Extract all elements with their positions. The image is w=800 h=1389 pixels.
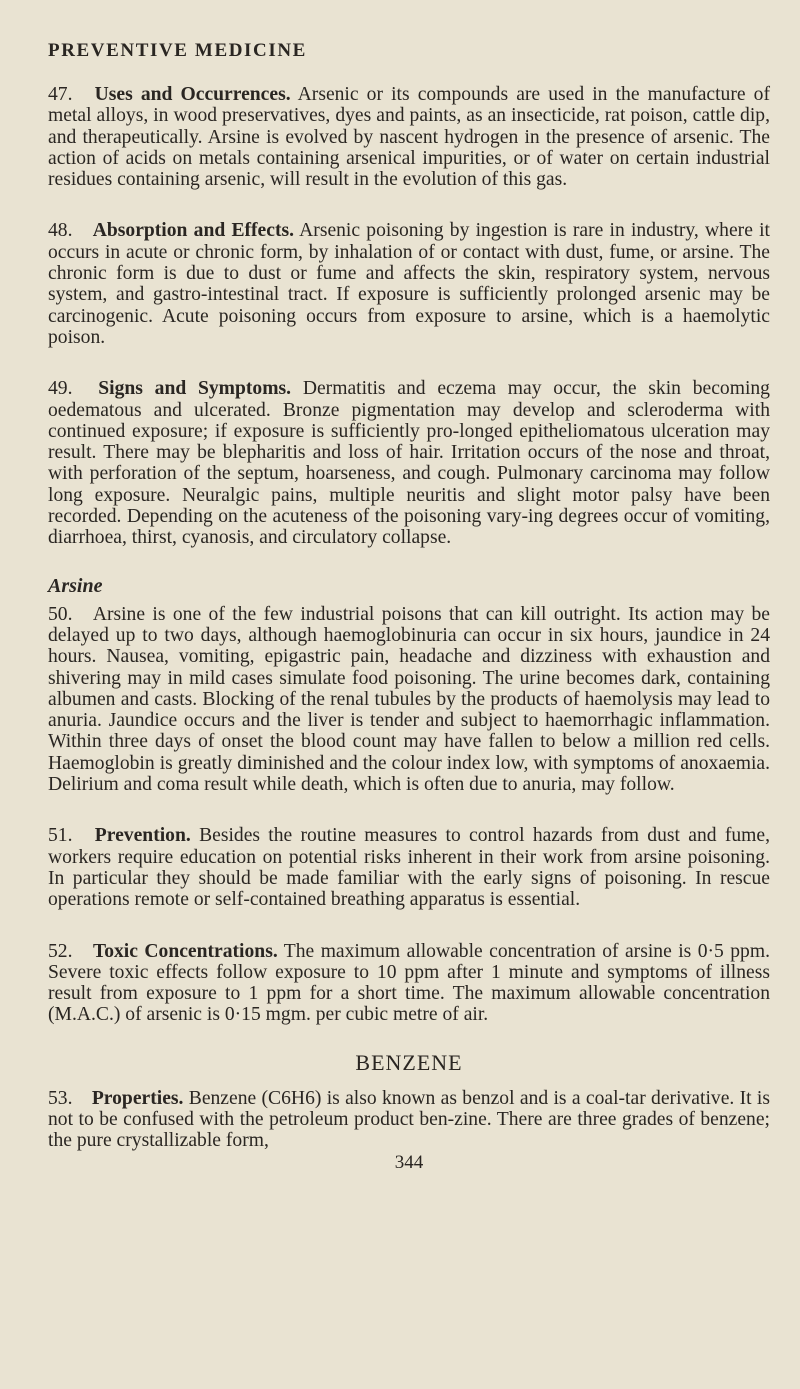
running-head: PREVENTIVE MEDICINE: [48, 40, 307, 61]
paragraph-text: Besides the routine measures to control hazards from dust and fume, workers require education on potential risks inherent in their work from arsine poisoning. In particular they should be made familiar with the early signs of poisoning. In rescue operations remote or self-contained breathing apparatus is essential.: [48, 825, 770, 911]
paragraph-50: [48, 604, 770, 796]
paragraph-heading: Toxic Concentrations.: [92, 940, 278, 962]
paragraph-number: 49.: [48, 378, 73, 400]
page-number: 344: [394, 1151, 424, 1173]
paragraph-heading: Prevention.: [94, 825, 191, 847]
page: [48, 40, 770, 1174]
paragraph-53: [48, 1088, 770, 1152]
paragraph-text: Arsenic poisoning by ingestion is rare in industry, where it occurs in acute or chronic form, by inhalation of or contact with dust, fume, or arsine. The chronic form is due to dust or fume and affects the skin, respiratory system, nervous system, and gastro-intestinal tract. If exposure is sufficiently prolonged arsenic may be carcinogenic. Acute poisoning occurs from exposure to arsine, which is a haemolytic poison.: [48, 220, 770, 348]
paragraph-number: 52.: [48, 940, 73, 962]
paragraph-heading: Absorption and Effects.: [92, 220, 295, 242]
paragraph-text: Arsenic or its compounds are used in the manufacture of metal alloys, in wood preservatives, dyes and paints, as an insecticide, rat poison, cattle dip, and therapeutically. Arsine is evolved by nascent hydrogen in the presence of arsenic. The action of acids on metals containing arsenical impurities, or of water on certain industrial residues containing arsenic, will result in the evolution of this gas.: [48, 84, 770, 191]
paragraph-51: [48, 825, 770, 910]
paragraph-text: Dermatitis and eczema may occur, the skin becoming oedematous and ulcerated. Bronze pigmentation may develop and scleroderma with continued exposure; if exposure is sufficiently pro-longed epitheliomatous ulceration may result. There may be blepharitis and loss of hair. Irritation occurs of the nose and throat, with perforation of the septum, hoarseness, and cough. Pulmonary carcinoma may follow long exposure. Neuralgic pains, multiple neuritis and slight motor palsy have been recorded. Depending on the acuteness of the poisoning vary-ing degrees occur of vomiting, diarrhoea, thirst, cyanosis, and circulatory collapse.: [48, 378, 770, 549]
section-title-benzene: BENZENE: [355, 1049, 463, 1075]
paragraph-52: [48, 941, 770, 1026]
paragraph-heading: Properties.: [91, 1087, 184, 1109]
paragraph-number: 51.: [48, 825, 73, 847]
paragraph-49: [48, 378, 770, 548]
paragraph-heading: Signs and Symptoms.: [98, 378, 292, 400]
paragraph-48: [48, 220, 770, 348]
paragraph-47: [48, 84, 770, 190]
paragraph-number: 53.: [48, 1087, 73, 1109]
paragraph-text: The maximum allowable concentration of arsine is 0·5 ppm. Severe toxic effects follow exposure to 10 ppm after 1 minute and symptoms of illness result from exposure to 1 ppm for a short time. The maximum allowable concentration (M.A.C.) of arsenic is 0·15 mgm. per cubic metre of air.: [48, 940, 770, 1026]
paragraph-heading: Uses and Occurrences.: [94, 84, 291, 105]
paragraph-number: 48.: [48, 220, 73, 242]
paragraph-number: 47.: [48, 84, 73, 105]
paragraph-number: 50.: [48, 603, 73, 625]
subheading-arsine: Arsine: [48, 574, 103, 597]
paragraph-text: Benzene (C6H6) is also known as benzol and is a coal-tar derivative. It is not to be confused with the petroleum product ben-zine. There are three grades of benzene; the pure crystallizable form,: [48, 1087, 770, 1152]
paragraph-text: Arsine is one of the few industrial poisons that can kill outright. Its action may be delayed up to two days, although haemoglobinuria can occur in six hours, jaundice in 24 hours. Nausea, vomiting, epigastric pain, headache and dizziness with exhaustion and shivering may in mild cases simulate food poisoning. The urine becomes dark, containing albumen and casts. Blocking of the renal tubules by the products of haemolysis may lead to anuria. Jaundice occurs and the liver is tender and subject to haemorrhagic inflammation. Within three days of onset the blood count may have fallen to below a million red cells. Haemoglobin is greatly diminished and the colour index low, with symptoms of anoxaemia. Delirium and coma result while death, which is often due to anuria, may follow.: [48, 603, 770, 796]
